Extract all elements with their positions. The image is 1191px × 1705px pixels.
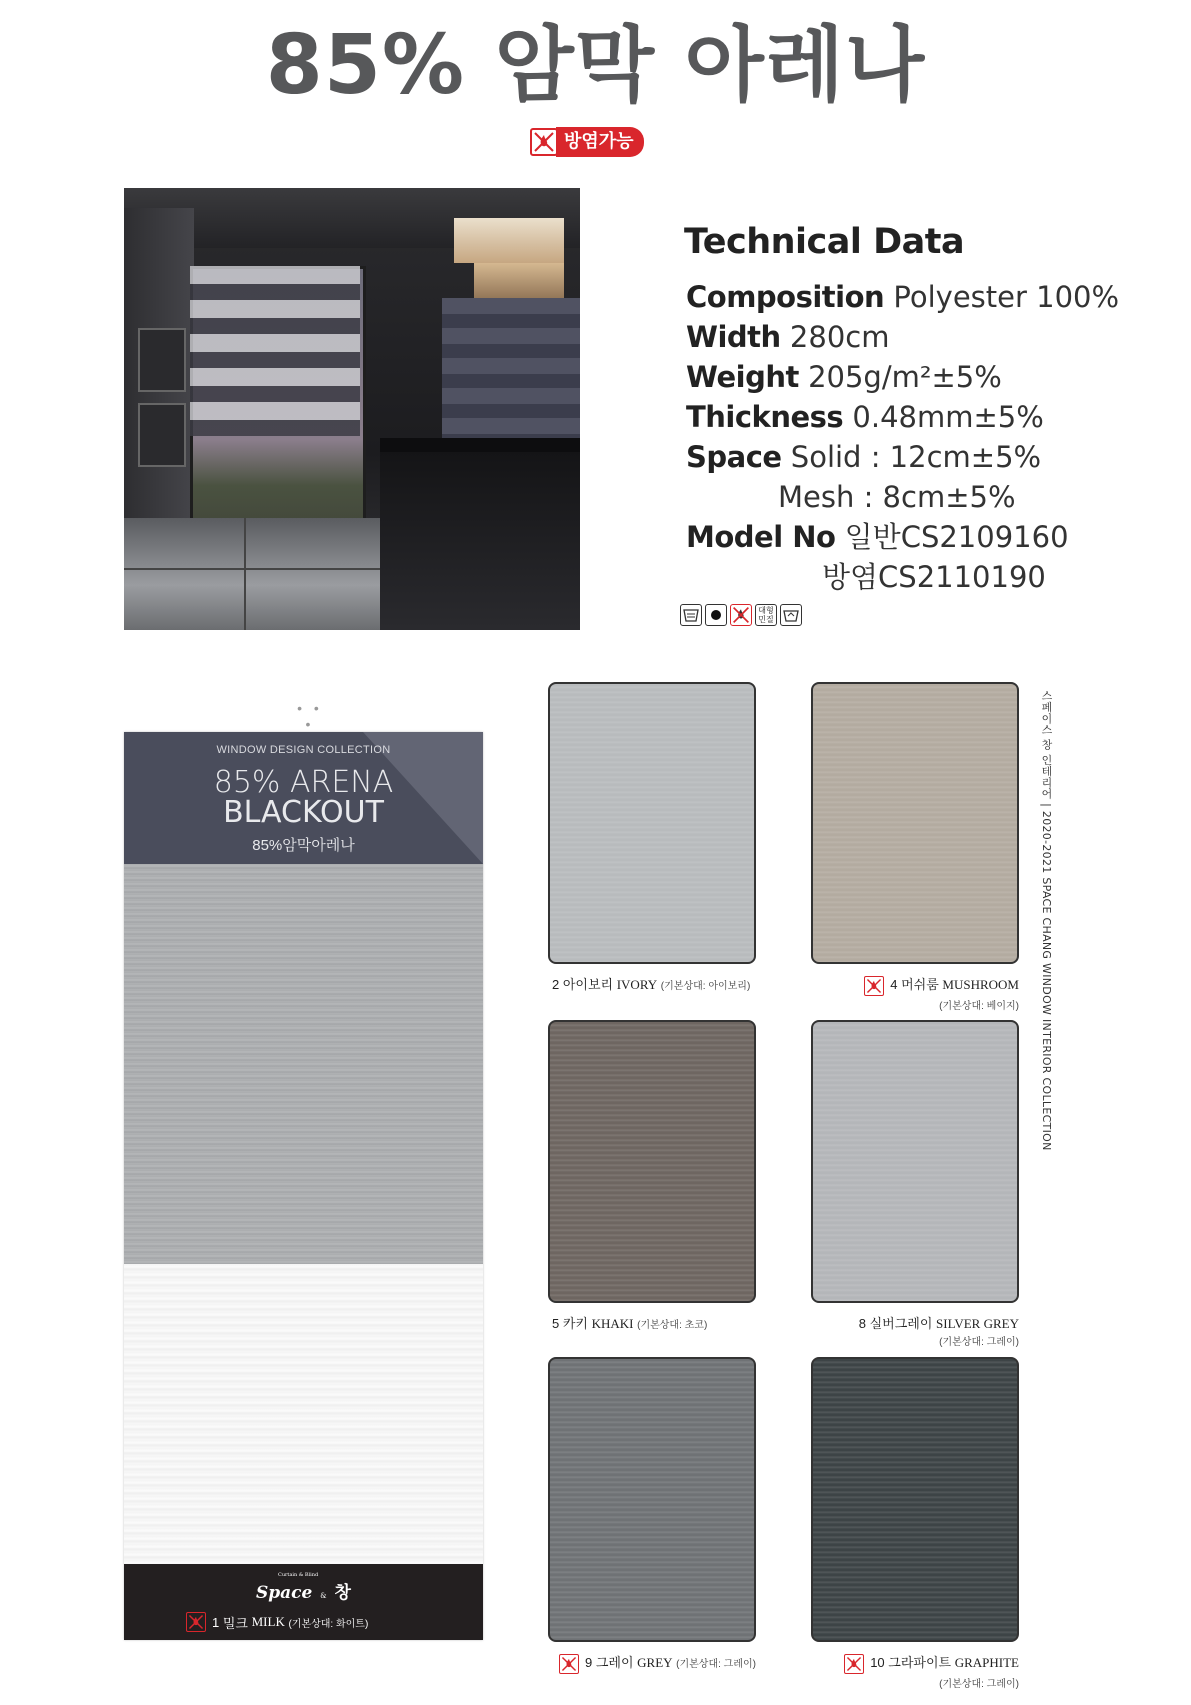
model-fr-row <box>822 557 1046 597</box>
book-name-line2: BLACKOUT <box>223 795 384 830</box>
fire-retardant-label: 방염가능 <box>556 127 644 157</box>
width-label: Width <box>686 320 781 354</box>
swatch-note: (기본상대: 그레이) <box>939 1678 1019 1690</box>
composition-row <box>686 277 1119 317</box>
swatch-kr: 실버그레이 <box>869 1316 933 1331</box>
model-row <box>686 517 1069 557</box>
fabric-swatch-khaki <box>548 1020 756 1303</box>
thickness-value: 0.48mm±5% <box>852 400 1044 434</box>
caption-num: 1 <box>212 1614 220 1630</box>
page-title: 85% 암막 아레나 <box>265 18 926 113</box>
book-caption <box>186 1612 368 1632</box>
fire-retardant-badge <box>530 127 644 157</box>
space-row <box>686 437 1041 477</box>
swatch-kr: 머쉬룸 <box>901 977 939 992</box>
weight-row <box>686 357 1002 397</box>
width-row <box>686 317 889 357</box>
swatch-kr: 그레이 <box>595 1655 634 1670</box>
width-value: 280cm <box>789 320 890 354</box>
space-solid-value: Solid : 12cm±5% <box>790 440 1042 474</box>
fire-retardant-icon <box>864 976 884 996</box>
caption-kr: 밀크 <box>222 1615 248 1631</box>
sample-book <box>124 732 483 1640</box>
dot-icon <box>705 604 727 626</box>
swatch-caption <box>859 1313 1019 1348</box>
fabric-swatch-mushroom <box>811 682 1019 964</box>
swatch-caption <box>552 974 750 993</box>
swatch-note: (기본상대: 그레이) <box>676 1659 756 1670</box>
model-fr-prefix: 방염 <box>822 560 879 594</box>
weight-value: 205g/m²±5% <box>808 360 1002 394</box>
collection-label: WINDOW DESIGN COLLECTION <box>216 744 391 756</box>
fire-retardant-icon <box>559 1654 579 1674</box>
swatch-caption <box>552 1313 707 1332</box>
model-normal-prefix: 일반 <box>844 520 901 554</box>
composition-value: Polyester 100% <box>893 280 1120 314</box>
book-name-kr: 85%암막아레나 <box>252 837 355 854</box>
swatch-note: (기본상대: 그레이) <box>939 1337 1019 1348</box>
book-fabric-swatch <box>124 864 483 1564</box>
swatch-note: (기본상대: 베이지) <box>939 1000 1019 1012</box>
swatch-note: (기본상대: 초코) <box>637 1320 708 1331</box>
fabric-swatch-graphite <box>811 1357 1019 1642</box>
space-label: Space <box>686 440 782 474</box>
dry-clean-icon: 대형 민질 <box>755 604 777 626</box>
book-footer <box>124 1564 483 1640</box>
book-header <box>124 732 483 864</box>
wash-icon <box>680 604 702 626</box>
swatch-caption <box>559 1652 756 1674</box>
swatch-kr: 그라파이트 <box>888 1655 952 1670</box>
swatch-num: 9 <box>584 1655 593 1670</box>
fire-retardant-icon <box>186 1612 206 1632</box>
technical-data-heading: Technical Data <box>684 222 965 262</box>
brand-kr: 창 <box>334 1583 351 1603</box>
swatch-en: IVORY <box>616 977 658 992</box>
model-fr-code: CS2110190 <box>878 560 1046 594</box>
swatch-caption <box>844 1652 1019 1690</box>
care-icons <box>680 604 802 626</box>
fire-retardant-icon <box>530 128 558 156</box>
swatch-num: 10 <box>870 1655 885 1670</box>
weight-label: Weight <box>686 360 799 394</box>
thickness-row <box>686 397 1044 437</box>
swatch-kr: 카키 <box>562 1316 588 1331</box>
swatch-en: MUSHROOM <box>942 977 1019 992</box>
brand-small: Curtain & Blind <box>278 1572 319 1578</box>
book-name-line1: 85% ARENA <box>213 765 394 800</box>
brand-and: & <box>320 1592 327 1600</box>
fabric-swatch-ivory <box>548 682 756 964</box>
swatch-num: 2 <box>552 977 560 992</box>
pagination-dots: • • • <box>297 700 323 732</box>
no-fire-icon <box>730 604 752 626</box>
space-mesh-value: Mesh : 8cm±5% <box>778 480 1016 514</box>
composition-label: Composition <box>686 280 885 314</box>
caption-note: (기본상대: 화이트) <box>288 1618 369 1630</box>
swatch-en: GREY <box>637 1655 673 1670</box>
hand-wash-icon <box>780 604 802 626</box>
brand-logo <box>256 1572 351 1603</box>
swatch-note: (기본상대: 아이보리) <box>660 981 751 992</box>
fabric-swatch-grey <box>548 1357 756 1642</box>
fire-retardant-icon <box>844 1654 864 1674</box>
swatch-en: SILVER GREY <box>936 1316 1019 1331</box>
kitchen-photo <box>124 188 580 630</box>
swatch-num: 8 <box>858 1316 866 1331</box>
swatch-num: 5 <box>552 1316 560 1331</box>
thickness-label: Thickness <box>686 400 844 434</box>
swatch-kr: 아이보리 <box>562 977 614 992</box>
swatch-num: 4 <box>890 977 898 992</box>
model-label: Model No <box>686 520 836 554</box>
model-normal-code: CS2109160 <box>900 520 1069 554</box>
side-collection-text: 스페이스 창 인테리어 | 2020-2021 SPACE CHANG WINDOW INTERIOR COLLECTION <box>1040 690 1053 1151</box>
space-mesh-row <box>778 477 1016 517</box>
swatch-en: KHAKI <box>591 1316 634 1331</box>
swatch-caption <box>864 974 1019 1012</box>
fabric-swatch-silver-grey <box>811 1020 1019 1303</box>
caption-en: MILK <box>251 1614 285 1629</box>
swatch-en: GRAPHITE <box>954 1655 1019 1670</box>
brand-name: Space <box>256 1583 313 1603</box>
